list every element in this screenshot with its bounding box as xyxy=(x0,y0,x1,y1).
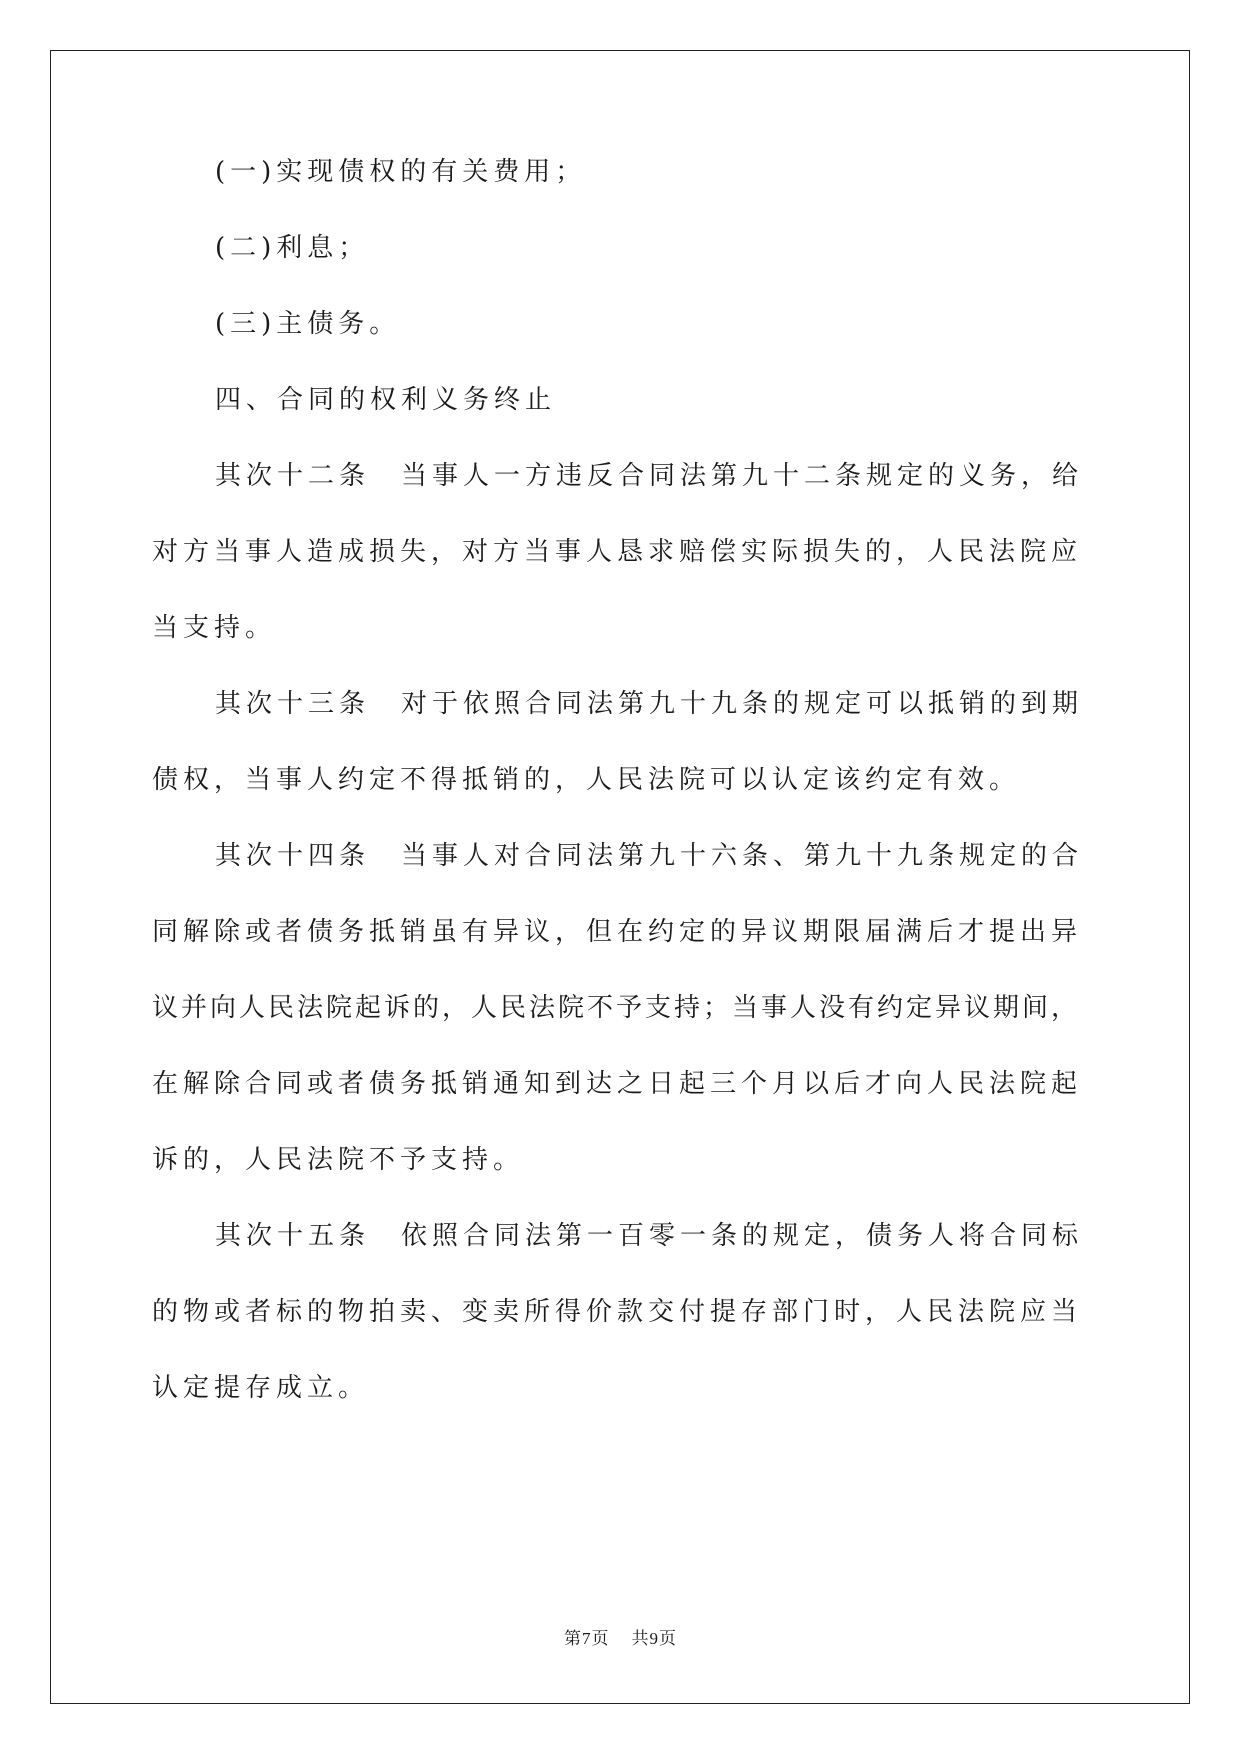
footer-page-label: 页 xyxy=(591,1629,610,1649)
paragraph-line: 债权，当事人约定不得抵销的，人民法院可以认定该约定有效。 xyxy=(152,765,1021,795)
paragraph-line: 诉的，人民法院不予支持。 xyxy=(152,1145,525,1175)
paragraph-line: 其次十五条 依照合同法第一百零一条的规定，债务人将合同标 xyxy=(215,1221,1084,1251)
footer-prefix: 第 xyxy=(564,1629,582,1649)
paragraph-line: (一)实现债权的有关费用； xyxy=(215,157,587,187)
total-pages-number: 9 xyxy=(649,1629,659,1648)
paragraph-line: 对方当事人造成损失，对方当事人恳求赔偿实际损失的，人民法院应 xyxy=(152,537,1083,567)
paragraph-line: 的物或者标的物拍卖、变卖所得价款交付提存部门时，人民法院应当 xyxy=(152,1297,1083,1327)
paragraph-line: 其次十四条 当事人对合同法第九十六条、第九十九条规定的合 xyxy=(215,841,1084,871)
page-footer xyxy=(0,1628,1241,1650)
paragraph-line: 在解除合同或者债务抵销通知到达之日起三个月以后才向人民法院起 xyxy=(152,1069,1083,1099)
paragraph-line: (二)利息； xyxy=(215,233,370,263)
paragraph-line: 认定提存成立。 xyxy=(152,1373,370,1403)
footer-total-prefix: 共 xyxy=(631,1629,650,1649)
paragraph-line: 议并向人民法院起诉的，人民法院不予支持；当事人没有约定异议期间， xyxy=(152,993,1081,1023)
paragraph-line: 其次十三条 对于依照合同法第九十九条的规定可以抵销的到期 xyxy=(215,689,1084,719)
page-border xyxy=(50,50,1190,1704)
footer-total-label: 页 xyxy=(659,1629,677,1649)
paragraph-line: 当支持。 xyxy=(152,613,277,643)
paragraph-line: 其次十二条 当事人一方违反合同法第九十二条规定的义务，给 xyxy=(215,461,1084,491)
section-heading: 四、合同的权利义务终止 xyxy=(215,385,557,415)
paragraph-line: (三)主债务。 xyxy=(215,309,401,339)
current-page-number: 7 xyxy=(582,1629,592,1648)
paragraph-line: 同解除或者债务抵销虽有异议，但在约定的异议期限届满后才提出异 xyxy=(152,917,1083,947)
